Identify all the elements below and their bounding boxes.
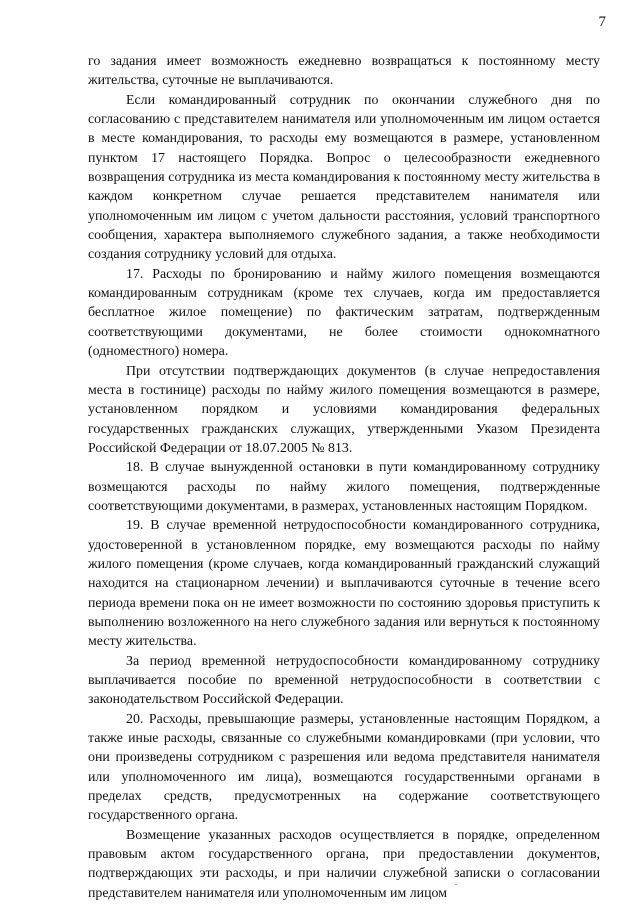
scan-artifact xyxy=(455,884,457,885)
paragraph-no-documents: При отсутствии подтверждающих документов (в случае непредоставления места в гостинице) расходы по найму жилого помещения возмещаются в размере, установленном порядком и условиями командирования федеральных государственных гражданских служащих, утвержденными Указом Президента Российской Федерации от 18.07.2005 № 813. xyxy=(88,363,600,456)
page-number: 7 xyxy=(598,14,606,30)
paragraph-reimbursement: Возмещение указанных расходов осуществляется в порядке, определенном правовым актом государственного органа, при предоставлении документов, подтверждающих эти расходы, и при наличии служебной записки о согласовании представителем нанимателя или уполномоченным им лицом xyxy=(88,827,600,901)
paragraph-continuation: го задания имеет возможность ежедневно возвращаться к постоянному месту жительства, суточные не выплачиваются. xyxy=(88,54,600,89)
document-body xyxy=(88,52,600,903)
paragraph-clause-18: 18. В случае вынужденной остановки в пути командированному сотруднику возмещаются расходы по найму жилого помещения, подтвержденные соответствующими документами, в размерах, установленных настоящим Порядком. xyxy=(88,460,600,514)
paragraph-clause-20: 20. Расходы, превышающие размеры, установленные настоящим Порядком, а также иные расходы, связанные со служебными командировками (при условии, что они произведены сотрудником с разрешения или ведома представителя нанимателя или уполномоченного им лица), возмещаются государственными органами в пределах средств, предусмотренных на содержание соответствующего государственного органа. xyxy=(88,711,600,824)
paragraph-clause-17: 17. Расходы по бронированию и найму жилого помещения возмещаются командированным сотрудникам (кроме тех случаев, когда им предоставляется бесплатное жилое помещение) по фактическим затратам, подтвержденным соответствующими документами, не более стоимости однокомнатного (одноместного) номера. xyxy=(88,266,600,360)
paragraph-sick-allowance: За период временной нетрудоспособности командированному сотруднику выплачивается пособие по временной нетрудоспособности в соответствии с законодательством Российской Федерации. xyxy=(88,653,600,708)
paragraph-clause-19: 19. В случае временной нетрудоспособности командированного сотрудника, удостоверенной в установленном порядке, ему возмещаются расходы по найму жилого помещения (кроме случаев, когда командированный гражданский служащий находится на стационарном лечении) и выплачиваются суточные в течение всего периода времени пока он не имеет возможности по состоянию здоровья приступить к выполнению возложенного на него служебного задания или вернуться к постоянному месту жительства. xyxy=(88,518,600,650)
paragraph-return-rule: Если командированный сотрудник по окончании служебного дня по согласованию с представителем нанимателя или уполномоченным им лицом остается в месте командирования, то расходы ему возмещаются в размере, установленном пунктом 17 настоящего Порядка. Вопрос о целесообразности ежедневного возвращения сотрудника из места командирования к постоянному месту жительства в каждом конкретном случае решается представителем нанимателя или уполномоченным им лицом с учетом дальности расстояния, условий транспортного сообщения, характера выполняемого служебного задания, а также необходимости создания сотруднику условий для отдыха. xyxy=(88,92,600,263)
